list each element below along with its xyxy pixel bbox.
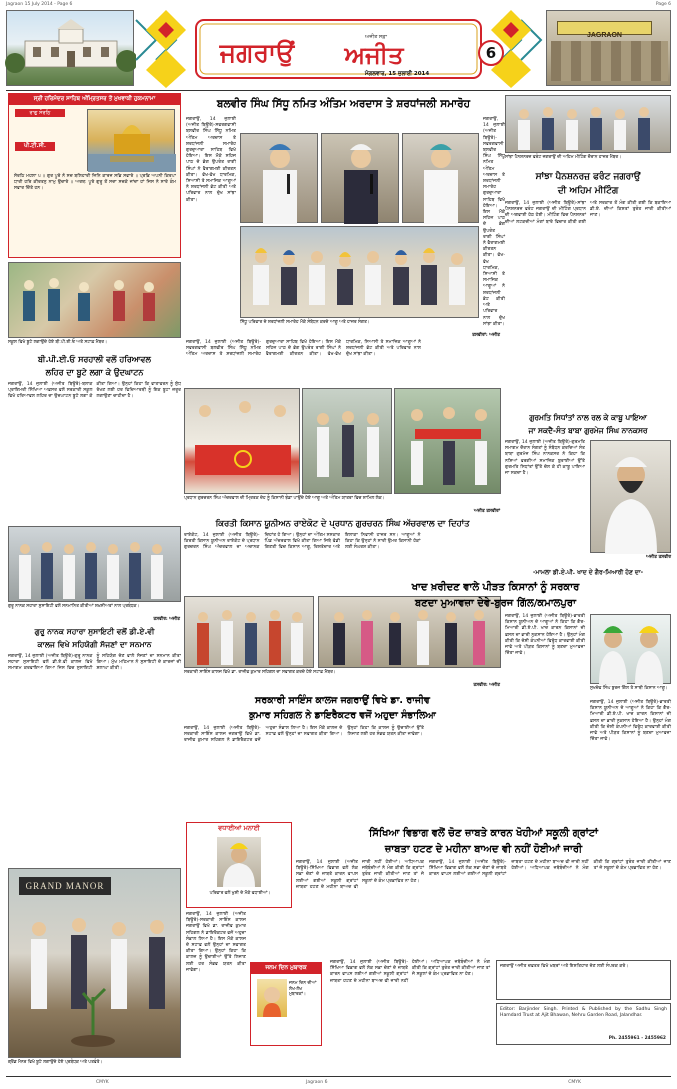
congrats-box	[186, 822, 292, 908]
sidebar-collage-caption: ਸਕੂਲ ਵਿਖੇ ਬੂਟੇ ਲਗਾਉਂਦੇ ਹੋਏ ਬੀ.ਪੀ.ਈ.ਓ ਅਤੇ ਸਟਾਫ਼ ਮੈਂਬਰ।	[8, 340, 107, 345]
page-number-badge	[478, 40, 504, 66]
kisan-leaders-photo	[590, 614, 671, 684]
kisan-body: ਰਾਏਕੋਟ, 14 ਜੁਲਾਈ (ਅਜੀਤ ਬਿਊਰੋ)-ਕਿਰਤੀ ਕਿਸਾਨ ਯੂਨੀਅਨ ਰਾਏਕੋਟ ਦੇ ਪ੍ਰਧਾਨ ਗੁਰਚਰਨ ਸਿੰਘ ਅੱਚਰਵਾਲ ਦਾ ਅਚਾਨਕ ਦਿਹਾਂਤ ਹੋ ਗਿਆ। ਉਨ੍ਹਾਂ ਦਾ ਅੰਤਿਮ ਸਸਕਾਰ ਪਿੰਡ ਅੱਚਰਵਾਲ ਵਿਖੇ ਕੀਤਾ ਗਿਆ ਜਿਥੇ ਵੱਡੀ ਗਿਣਤੀ ਵਿਚ ਕਿਸਾਨ ਆਗੂ, ਰਿਸ਼ਤੇਦਾਰ ਅਤੇ ਇਲਾਕਾ ਨਿਵਾਸੀ ਹਾਜ਼ਰ ਸਨ। ਆਗੂਆਂ ਨੇ ਕਿਹਾ ਕਿ ਉਨ੍ਹਾਂ ਨੇ ਸਾਰੀ ਉਮਰ ਕਿਸਾਨੀ ਹੱਕਾਂ ਲਈ ਸੰਘਰਸ਼ ਕੀਤਾ।	[184, 533, 421, 551]
gurmat-headline-2: ਜਾ ਸਕਦੈ-ਸੰਤ ਬਾਬਾ ਗੁਰਮੇਜ ਸਿੰਘ ਨਾਨਕਸਰ	[528, 426, 648, 435]
fertilizer-body-right: ਜਗਰਾਉਂ, 14 ਜੁਲਾਈ (ਅਜੀਤ ਬਿਊਰੋ)-ਭਾਰਤੀ ਕਿਸਾਨ ਯੂਨੀਅਨ ਦੇ ਆਗੂਆਂ ਨੇ ਕਿਹਾ ਕਿ ਗੈਰ-ਮਿਆਰੀ ਡੀ.ਏ.ਪੀ. ਖਾਦ ਕਾਰਨ ਕਿਸਾਨਾਂ ਦੀ ਫ਼ਸਲ ਦਾ ਭਾਰੀ ਨੁਕਸਾਨ ਹੋਇਆ ਹੈ। ਉਨ੍ਹਾਂ ਮੰਗ ਕੀਤੀ ਕਿ ਦੋਸ਼ੀ ਕੰਪਨੀਆਂ ਵਿਰੁੱਧ ਕਾਰਵਾਈ ਕੀਤੀ ਜਾਵੇ ਅਤੇ ਪੀੜਤ ਕਿਸਾਨਾਂ ਨੂੰ ਬਣਦਾ ਮੁਆਵਜ਼ਾ ਦਿੱਤਾ ਜਾਵੇ।	[590, 700, 671, 743]
group-icon	[9, 527, 182, 603]
tree-planting-icon	[9, 869, 182, 1059]
pensioners-photo	[505, 95, 671, 153]
imprint-text: Editor: Barjinder Singh. Printed & Published by the Sadhu Singh Hamdard Trust at Ajit Bhawan, Nehru Garden Road, Jalandhar.	[500, 1007, 667, 1019]
sant-portrait	[590, 440, 671, 553]
flag-icon	[185, 389, 301, 495]
gurmat-body: ਜਗਰਾਉਂ, 14 ਜੁਲਾਈ (ਅਜੀਤ ਬਿਊਰੋ)-ਗੁਰਮਤਿ ਸਮਾਗਮ ਦੌਰਾਨ ਸੰਗਤਾਂ ਨੂੰ ਸੰਬੋਧਨ ਕਰਦਿਆਂ ਸੰਤ ਬਾਬਾ ਗੁਰਮੇਜ ਸਿੰਘ ਨਾਨਕਸਰ ਨੇ ਕਿਹਾ ਕਿ ਨਸ਼ਿਆਂ ਵਰਗੀਆਂ ਸਮਾਜਿਕ ਬੁਰਾਈਆਂ ਉੱਤੇ ਗੁਰਮਤਿ ਸਿਧਾਂਤਾਂ ਉੱਤੇ ਚੱਲ ਕੇ ਹੀ ਕਾਬੂ ਪਾਇਆ ਜਾ ਸਕਦਾ ਹੈ।	[505, 440, 585, 477]
grand-manor-sign	[19, 877, 111, 895]
pensioners-headline-2: ਦੀ ਅਹਿਮ ਮੀਟਿੰਗ	[557, 186, 619, 196]
hukamnama-box	[8, 93, 181, 258]
funeral-credit: ਅਜੀਤ ਤਸਵੀਰਾਂ	[473, 509, 500, 514]
jagraon-sign-text: JAGRAON	[586, 32, 622, 39]
college-headline-1: ਸਰਕਾਰੀ ਸਾਇੰਸ ਕਾਲਜ ਜਗਰਾਉਂ ਵਿਖੇ ਡਾ. ਰਾਜੀਵ	[255, 695, 430, 706]
education-headline-1: ਸਿੱਖਿਆ ਵਿਭਾਗ ਵਲੋਂ ਚੋਣ ਜ਼ਾਬਤੇ ਕਾਰਨ ਖੋਹੀਆਂ ਸਕੂਲੀ ਗ੍ਰਾਂਟਾਂ	[369, 828, 598, 839]
masthead-city-title: ਜਗਰਾਉਂ	[219, 38, 295, 67]
building-icon	[7, 11, 135, 87]
college-photo-left	[184, 596, 314, 668]
congrats-text: ਪਰਿਵਾਰ ਵਲੋਂ ਖੁਸ਼ੀ ਦੇ ਮੌਕੇ ਵਧਾਈਆਂ।	[209, 891, 271, 896]
top-line-right: Page 6	[655, 2, 671, 7]
footer-center: Jagraon 6	[306, 1080, 328, 1085]
masthead-paper-title: ਅਜੀਤ	[344, 41, 404, 69]
footer-left: CMYK	[96, 1080, 109, 1085]
fertilizer-body-left: ਜਗਰਾਉਂ, 14 ਜੁਲਾਈ (ਅਜੀਤ ਬਿਊਰੋ)-ਭਾਰਤੀ ਕਿਸਾਨ ਯੂਨੀਅਨ ਦੇ ਆਗੂਆਂ ਨੇ ਕਿਹਾ ਕਿ ਗੈਰ-ਮਿਆਰੀ ਡੀ.ਏ.ਪੀ. ਖਾਦ ਕਾਰਨ ਕਿਸਾਨਾਂ ਦੀ ਫ਼ਸਲ ਦਾ ਭਾਰੀ ਨੁਕਸਾਨ ਹੋਇਆ ਹੈ। ਉਨ੍ਹਾਂ ਮੰਗ ਕੀਤੀ ਕਿ ਦੋਸ਼ੀ ਕੰਪਨੀਆਂ ਵਿਰੁੱਧ ਕਾਰਵਾਈ ਕੀਤੀ ਜਾਵੇ ਅਤੇ ਪੀੜਤ ਕਿਸਾਨਾਂ ਨੂੰ ਬਣਦਾ ਮੁਆਵਜ਼ਾ ਦਿੱਤਾ ਜਾਵੇ।	[505, 614, 585, 657]
masthead-left-photo	[6, 10, 134, 86]
main-photo-1	[240, 133, 318, 223]
child-portrait-icon	[257, 979, 287, 1017]
society-headline-1: ਗੁਰੂ ਨਾਨਕ ਸਹਾਰਾ ਸੁਸਾਇਟੀ ਵਲੋਂ ਡੀ.ਏ.ਵੀ	[34, 627, 155, 636]
portrait-icon	[591, 441, 672, 554]
page-number: 6	[485, 44, 497, 62]
society-photo-credit: ਤਸਵੀਰ: ਅਜੀਤ	[153, 617, 180, 622]
hukamnama-title: ਸ੍ਰੀ ਹਰਿਮੰਦਰ ਸਾਹਿਬ ਅੰਮ੍ਰਿਤਸਰ ਤੋਂ ਮੁਖਵਾਕੀ ਹੁਕਮਨਾਮਾ	[9, 94, 180, 105]
top-line-left: Jagraon 15 July 2014 - Page 6	[6, 2, 73, 7]
tree-planting-caption: ਗ੍ਰੈਂਡ ਮੈਨਰ ਵਿਖੇ ਬੂਟੇ ਲਗਾਉਂਦੇ ਹੋਏ ਪ੍ਰਬੰਧਕ ਅਤੇ ਪਤਵੰਤੇ।	[8, 1060, 103, 1065]
society-body: ਜਗਰਾਉਂ, 14 ਜੁਲਾਈ (ਅਜੀਤ ਬਿਊਰੋ)-ਗੁਰੂ ਨਾਨਕ ਸਹਾਰਾ ਸੁਸਾਇਟੀ ਵਲੋਂ ਡੀ.ਏ.ਵੀ ਕਾਲਜ ਵਿਖੇ ਸਮਾਗਮ ਕਰਵਾਇਆ ਗਿਆ ਜਿਸ ਵਿਚ ਸੁਸਾਇਟੀ ਨੂੰ ਸਹਿਯੋਗ ਦੇਣ ਵਾਲੇ ਸੱਜਣਾਂ ਦਾ ਸਨਮਾਨ ਕੀਤਾ ਗਿਆ। ਮੁੱਖ ਮਹਿਮਾਨ ਨੇ ਸੁਸਾਇਟੀ ਦੇ ਕਾਰਜਾਂ ਦੀ ਸ਼ਲਾਘਾ ਕੀਤੀ।	[8, 654, 181, 672]
main-photo-crowd	[240, 226, 479, 318]
pensioners-photo-caption: ਸਾਂਝਾ ਪੈਨਸ਼ਨਰਜ਼ ਫਰੰਟ ਜਗਰਾਉਂ ਦੀ ਅਹਿਮ ਮੀਟਿੰਗ ਦੌਰਾਨ ਹਾਜ਼ਰ ਮੈਂਬਰ।	[505, 155, 622, 160]
funeral-photo-2	[302, 388, 392, 494]
education-headline-2: ਜ਼ਾਬਤਾ ਹਟਣ ਦੇ ਮਹੀਨਾ ਬਾਅਦ ਵੀ ਨਹੀਂ ਹੋਈਆਂ ਜਾਰੀ	[384, 844, 583, 855]
portrait-icon	[217, 837, 261, 887]
fertilizer-kicker: -ਮਾਮਲਾ ਡੀ.ਏ.ਪੀ. ਖਾਦ ਦੇ ਗੈਰ-ਮਿਆਰੀ ਹੋਣ ਦਾ-	[532, 569, 644, 576]
education-body: ਜਗਰਾਉਂ, 14 ਜੁਲਾਈ (ਅਜੀਤ ਬਿਊਰੋ)-ਸਿੱਖਿਆ ਵਿਭਾਗ ਵਲੋਂ ਲੋਕ ਸਭਾ ਚੋਣਾਂ ਦੇ ਜ਼ਾਬਤੇ ਕਾਰਨ ਵਾਪਸ ਲਈਆਂ ਗਈਆਂ ਸਕੂਲੀ ਗ੍ਰਾਂਟਾਂ ਜ਼ਾਬਤਾ ਹਟਣ ਦੇ ਮਹੀਨਾ ਬਾਅਦ ਵੀ ਜਾਰੀ ਨਹੀਂ ਹੋਈਆਂ। ਅਧਿਆਪਕ ਜਥੇਬੰਦੀਆਂ ਨੇ ਮੰਗ ਕੀਤੀ ਕਿ ਗ੍ਰਾਂਟਾਂ ਤੁਰੰਤ ਜਾਰੀ ਕੀਤੀਆਂ ਜਾਣ ਤਾਂ ਜੋ ਸਕੂਲਾਂ ਦੇ ਕੰਮ ਪ੍ਰਭਾਵਿਤ ਨਾ ਹੋਣ।	[429, 860, 671, 878]
education-body-lower: ਜਗਰਾਉਂ, 14 ਜੁਲਾਈ (ਅਜੀਤ ਬਿਊਰੋ)-ਸਿੱਖਿਆ ਵਿਭਾਗ ਵਲੋਂ ਲੋਕ ਸਭਾ ਚੋਣਾਂ ਦੇ ਜ਼ਾਬਤੇ ਕਾਰਨ ਵਾਪਸ ਲਈਆਂ ਗਈਆਂ ਸਕੂਲੀ ਗ੍ਰਾਂਟਾਂ ਜ਼ਾਬਤਾ ਹਟਣ ਦੇ ਮਹੀਨਾ ਬਾਅਦ ਵੀ ਜਾਰੀ ਨਹੀਂ ਹੋਈਆਂ। ਅਧਿਆਪਕ ਜਥੇਬੰਦੀਆਂ ਨੇ ਮੰਗ ਕੀਤੀ ਕਿ ਗ੍ਰਾਂਟਾਂ ਤੁਰੰਤ ਜਾਰੀ ਕੀਤੀਆਂ ਜਾਣ ਤਾਂ ਜੋ ਸਕੂਲਾਂ ਦੇ ਕੰਮ ਪ੍ਰਭਾਵਿਤ ਨਾ ਹੋਣ।	[330, 960, 490, 984]
kisan-headline: ਕਿਰਤੀ ਕਿਸਾਨ ਯੂਨੀਅਨ ਰਾਏਕੋਟ ਦੇ ਪ੍ਰਧਾਨ ਗੁਰਚਰਨ ਸਿੰਘ ਅੱਚਰਵਾਲ ਦਾ ਦਿਹਾਂਤ	[215, 518, 470, 528]
birthday-title: ਜਨਮ ਦਿਨ ਮੁਬਾਰਕ	[251, 963, 321, 974]
footer	[6, 1079, 671, 1087]
tree-story-headline-2: ਲਹਿਰ ਦਾ ਬੂਟੇ ਲਗਾ ਕੇ ਉਦਘਾਟਨ	[45, 368, 144, 377]
funeral-photo-3	[394, 388, 501, 494]
college-body: ਜਗਰਾਉਂ, 14 ਜੁਲਾਈ (ਅਜੀਤ ਬਿਊਰੋ)-ਸਰਕਾਰੀ ਸਾਇੰਸ ਕਾਲਜ ਜਗਰਾਉਂ ਵਿਖੇ ਡਾ. ਰਾਜੀਵ ਕੁਮਾਰ ਸਹਿਗਲ ਨੇ ਡਾਇਰੈਕਟਰ ਵਜੋਂ ਅਹੁਦਾ ਸੰਭਾਲ ਲਿਆ ਹੈ। ਇਸ ਮੌਕੇ ਕਾਲਜ ਦੇ ਸਟਾਫ਼ ਵਲੋਂ ਉਨ੍ਹਾਂ ਦਾ ਸਵਾਗਤ ਕੀਤਾ ਗਿਆ। ਉਨ੍ਹਾਂ ਕਿਹਾ ਕਿ ਕਾਲਜ ਨੂੰ ਉਚਾਈਆਂ ਉੱਤੇ ਲਿਜਾਣ ਲਈ ਹਰ ਸੰਭਵ ਯਤਨ ਕੀਤਾ ਜਾਵੇਗਾ।	[184, 726, 424, 744]
congrats-title: ਵਧਾਈਆਂ ਮਨਾਈ	[218, 824, 260, 832]
hukamnama-label-b: ਪੀ.ਟੀ.ਸੀ.	[15, 142, 55, 151]
portrait-icon	[591, 615, 672, 685]
main-story-col-right: ਜਗਰਾਉਂ, 14 ਜੁਲਾਈ (ਅਜੀਤ ਬਿਊਰੋ)-ਸਵਰਗਵਾਸੀ ਬਲਵੀਰ ਸਿੰਘ ਸਿੱਧੂ ਨਮਿਤ ਅੰਤਿਮ ਅਰਦਾਸ ਤੇ ਸ਼ਰਧਾਂਜਲੀ ਸਮਾਰੋਹ ਗੁਰਦੁਆਰਾ ਸਾਹਿਬ ਵਿਖੇ ਹੋਇਆ। ਇਸ ਮੌਕੇ ਸਹਿਜ ਪਾਠ ਦੇ ਭੋਗ ਉਪਰੰਤ ਰਾਗੀ ਸਿੰਘਾਂ ਨੇ ਵੈਰਾਗਮਈ ਕੀਰਤਨ ਕੀਤਾ। ਵੱਖ-ਵੱਖ ਧਾਰਮਿਕ, ਸਿਆਸੀ ਤੇ ਸਮਾਜਿਕ ਆਗੂਆਂ ਨੇ ਸ਼ਰਧਾਂਜਲੀ ਭੇਟ ਕੀਤੀ ਅਤੇ ਪਰਿਵਾਰ ਨਾਲ ਦੁੱਖ ਸਾਂਝਾ ਕੀਤਾ।	[483, 117, 505, 327]
tree-story-headline-1: ਬੀ.ਪੀ.ਈ.ਓ ਸਰਹਾਲੀ ਵਲੋਂ ਹਰਿਆਵਲ	[38, 355, 151, 364]
jagraon-sign	[557, 21, 652, 39]
hukamnama-label-a: ਰਾਗੁ ਸੋਰਠਿ	[15, 109, 65, 117]
congrats-photo	[217, 837, 261, 887]
notice-box	[496, 960, 671, 1000]
main-story-col-1: ਜਗਰਾਉਂ, 14 ਜੁਲਾਈ (ਅਜੀਤ ਬਿਊਰੋ)-ਸਵਰਗਵਾਸੀ ਬਲਵੀਰ ਸਿੰਘ ਸਿੱਧੂ ਨਮਿਤ ਅੰਤਿਮ ਅਰਦਾਸ ਤੇ ਸ਼ਰਧਾਂਜਲੀ ਸਮਾਰੋਹ ਗੁਰਦੁਆਰਾ ਸਾਹਿਬ ਵਿਖੇ ਹੋਇਆ। ਇਸ ਮੌਕੇ ਸਹਿਜ ਪਾਠ ਦੇ ਭੋਗ ਉਪਰੰਤ ਰਾਗੀ ਸਿੰਘਾਂ ਨੇ ਵੈਰਾਗਮਈ ਕੀਰਤਨ ਕੀਤਾ। ਵੱਖ-ਵੱਖ ਧਾਰਮਿਕ, ਸਿਆਸੀ ਤੇ ਸਮਾਜਿਕ ਆਗੂਆਂ ਨੇ ਸ਼ਰਧਾਂਜਲੀ ਭੇਟ ਕੀਤੀ ਅਤੇ ਪਰਿਵਾਰ ਨਾਲ ਦੁੱਖ ਸਾਂਝਾ ਕੀਤਾ।	[186, 117, 236, 203]
tree-planting-photo	[8, 868, 181, 1058]
procession-icon	[395, 389, 502, 495]
funeral-caption: ਪ੍ਰਧਾਨ ਗੁਰਚਰਨ ਸਿੰਘ ਅੱਚਰਵਾਲ ਦੀ ਮ੍ਰਿਤਕ ਦੇਹ ਨੂੰ ਕਿਸਾਨੀ ਝੰਡਾ ਪਾਉਂਦੇ ਹੋਏ ਆਗੂ ਅਤੇ ਅੰਤਿਮ ਯਾਤਰਾ ਵਿਚ ਸ਼ਾਮਿਲ ਲੋਕ।	[184, 496, 385, 501]
funeral-photo-1	[184, 388, 300, 494]
gurmat-headline-1: ਗੁਰਮਤਿ ਸਿਧਾਂਤਾਂ ਨਾਲ ਰਲ ਕੇ ਕਾਬੂ ਪਾਇਆ	[529, 413, 647, 422]
birthday-text: ਜਨਮ ਦਿਨ ਦੀਆਂ ਲੱਖ-ਲੱਖ ਮੁਬਾਰਕਾਂ।	[289, 981, 317, 998]
main-photo-3	[402, 133, 479, 223]
speaker-icon	[241, 134, 319, 224]
crowd-icon	[303, 389, 393, 495]
masthead-right-photo	[546, 10, 671, 86]
kisan-leaders-caption: ਸੁਖਦੇਵ ਸਿੰਘ ਬੁਰਜ ਗਿੱਲ ਤੇ ਸਾਥੀ ਕਿਸਾਨ ਆਗੂ।	[590, 686, 668, 691]
imprint-phone: Ph. 2455961 - 2455962	[608, 1036, 666, 1041]
tree-story-body: ਜਗਰਾਉਂ, 14 ਜੁਲਾਈ (ਅਜੀਤ ਬਿਊਰੋ)-ਬਲਾਕ ਪ੍ਰਾਇਮਰੀ ਸਿੱਖਿਆ ਅਫ਼ਸਰ ਵਲੋਂ ਸਰਕਾਰੀ ਸਕੂਲ ਵਿਖੇ ਹਰਿਆਵਲ ਲਹਿਰ ਦਾ ਉਦਘਾਟਨ ਬੂਟੇ ਲਗਾ ਕੇ ਕੀਤਾ ਗਿਆ। ਉਨ੍ਹਾਂ ਕਿਹਾ ਕਿ ਵਾਤਾਵਰਨ ਨੂੰ ਸ਼ੁੱਧ ਰੱਖਣ ਲਈ ਹਰ ਵਿਦਿਆਰਥੀ ਨੂੰ ਇਕ ਬੂਟਾ ਜ਼ਰੂਰ ਲਗਾਉਣਾ ਚਾਹੀਦਾ ਹੈ।	[8, 382, 181, 400]
college-headline-2: ਕੁਮਾਰ ਸਹਿਗਲ ਨੇ ਡਾਇਰੈਕਟਰ ਵਜੋਂ ਅਹੁਦਾ ਸੰਭਾਲਿਆ	[249, 710, 436, 721]
meeting-icon	[506, 96, 672, 154]
notice-text: ਜਗਰਾਉਂ ਅਜੀਤ ਦਫ਼ਤਰ ਵਿਖੇ ਖ਼ਬਰਾਂ ਅਤੇ ਇਸ਼ਤਿਹਾਰ ਦੇਣ ਲਈ ਸੰਪਰਕ ਕਰੋ।	[500, 964, 629, 969]
main-photo-2	[321, 133, 399, 223]
pensioners-body: ਜਗਰਾਉਂ, 14 ਜੁਲਾਈ (ਅਜੀਤ ਬਿਊਰੋ)-ਸਾਂਝਾ ਪੈਨਸ਼ਨਰਜ਼ ਫਰੰਟ ਜਗਰਾਉਂ ਦੀ ਮੀਟਿੰਗ ਪ੍ਰਧਾਨ ਦੀ ਅਗਵਾਈ ਹੇਠ ਹੋਈ। ਮੀਟਿੰਗ ਵਿਚ ਪੈਨਸ਼ਨਰਾਂ ਦੀਆਂ ਲਟਕਦੀਆਂ ਮੰਗਾਂ ਬਾਰੇ ਵਿਚਾਰ ਕੀਤੀ ਗਈ ਅਤੇ ਸਰਕਾਰ ਤੋਂ ਮੰਗ ਕੀਤੀ ਗਈ ਕਿ ਬਕਾਇਆ ਡੀ.ਏ. ਦੀਆਂ ਕਿਸ਼ਤਾਂ ਤੁਰੰਤ ਜਾਰੀ ਕੀਤੀਆਂ ਜਾਣ।	[505, 201, 671, 225]
top-line	[6, 2, 671, 10]
college-photo-caption: ਸਰਕਾਰੀ ਸਾਇੰਸ ਕਾਲਜ ਵਿਖੇ ਡਾ. ਰਾਜੀਵ ਕੁਮਾਰ ਸਹਿਗਲ ਦਾ ਸਵਾਗਤ ਕਰਦੇ ਹੋਏ ਸਟਾਫ਼ ਮੈਂਬਰ।	[184, 670, 336, 675]
speaker-icon	[322, 134, 400, 224]
main-photo-caption: ਸਿੱਧੂ ਪਰਿਵਾਰ ਦੇ ਸ਼ਰਧਾਂਜਲੀ ਸਮਾਰੋਹ ਮੌਕੇ ਸੰਬੋਧਨ ਕਰਦੇ ਆਗੂ ਅਤੇ ਹਾਜ਼ਰ ਸੰਗਤ।	[240, 320, 370, 325]
society-photo-caption: ਗੁਰੂ ਨਾਨਕ ਸਹਾਰਾ ਸੁਸਾਇਟੀ ਵਲੋਂ ਸਨਮਾਨਿਤ ਕੀਤੀਆਂ ਸ਼ਖ਼ਸੀਅਤਾਂ ਨਾਲ ਪ੍ਰਬੰਧਕ।	[8, 604, 140, 609]
hukamnama-text: ਸੋਰਠਿ ਮਹਲਾ ੫ ॥ ਗੁਰ ਪੂਰੇ ਨੋ ਸਦ ਬਲਿਹਾਰੀ ਜਿਨਿ ਕਾਰਜ ਸਭਿ ਸਵਾਰੇ ॥ ਪ੍ਰਭਿ ਅਪਨੀ ਕਿਰਪਾ ਧਾਰੀ ਹਰਿ ਕੀਰਤਨੁ ਨਾਮੁ ਉਚਾਰੇ ॥ ਅਰਥ: ਪੂਰੇ ਗੁਰੂ ਤੋਂ ਸਦਾ ਸਦਕੇ ਜਾਂਦਾ ਹਾਂ ਜਿਸ ਨੇ ਸਾਰੇ ਕੰਮ ਸਵਾਰ ਦਿੱਤੇ ਹਨ।	[14, 174, 176, 192]
main-headline: ਬਲਵੀਰ ਸਿੰਘ ਸਿੱਧੂ ਨਮਿਤ ਅੰਤਿਮ ਅਰਦਾਸ ਤੇ ਸ਼ਰਧਾਂਜਲੀ ਸਮਾਰੋਹ	[216, 98, 471, 110]
imprint-box	[496, 1003, 671, 1045]
society-group-photo	[8, 526, 181, 602]
college-photo-credit: ਤਸਵੀਰ: ਅਜੀਤ	[473, 683, 500, 688]
fertilizer-headline-2: ਬਣਦਾ ਮੁਆਵਜ਼ਾ ਦੇਵੇ-ਬੁਰਜ ਗਿੱਲ/ਕਮਾਲਪੁਰਾ	[415, 598, 576, 609]
birthday-box	[250, 962, 322, 1046]
crowd-icon	[9, 263, 182, 339]
speaker-icon	[403, 134, 480, 224]
main-story-bottom: ਜਗਰਾਉਂ, 14 ਜੁਲਾਈ (ਅਜੀਤ ਬਿਊਰੋ)-ਸਵਰਗਵਾਸੀ ਬਲਵੀਰ ਸਿੰਘ ਸਿੱਧੂ ਨਮਿਤ ਅੰਤਿਮ ਅਰਦਾਸ ਤੇ ਸ਼ਰਧਾਂਜਲੀ ਸਮਾਰੋਹ ਗੁਰਦੁਆਰਾ ਸਾਹਿਬ ਵਿਖੇ ਹੋਇਆ। ਇਸ ਮੌਕੇ ਸਹਿਜ ਪਾਠ ਦੇ ਭੋਗ ਉਪਰੰਤ ਰਾਗੀ ਸਿੰਘਾਂ ਨੇ ਵੈਰਾਗਮਈ ਕੀਰਤਨ ਕੀਤਾ। ਵੱਖ-ਵੱਖ ਧਾਰਮਿਕ, ਸਿਆਸੀ ਤੇ ਸਮਾਜਿਕ ਆਗੂਆਂ ਨੇ ਸ਼ਰਧਾਂਜਲੀ ਭੇਟ ਕੀਤੀ ਅਤੇ ਪਰਿਵਾਰ ਨਾਲ ਦੁੱਖ ਸਾਂਝਾ ਕੀਤਾ।	[186, 340, 421, 358]
main-photo-credit: ਤਸਵੀਰਾਂ: ਅਜੀਤ	[472, 333, 500, 338]
grand-manor-sign-text: GRAND MANOR	[25, 881, 105, 891]
fertilizer-headline-1: ਖਾਦ ਖ਼ਰੀਦਣ ਵਾਲੇ ਪੀੜਤ ਕਿਸਾਨਾਂ ਨੂੰ ਸਰਕਾਰ	[411, 582, 580, 593]
pensioners-headline-1: ਸਾਂਝਾ ਪੈਨਸ਼ਨਰਜ਼ ਫਰੰਟ ਜਗਰਾਉਂ	[535, 172, 641, 182]
footer-right: CMYK	[568, 1080, 581, 1085]
masthead-date: ਮੰਗਲਵਾਰ, 15 ਜੁਲਾਈ 2014	[364, 71, 430, 77]
crowd-icon	[241, 227, 480, 319]
golden-temple-icon	[88, 110, 176, 172]
society-headline-2: ਕਾਲਜ ਵਿਖੇ ਸਹਿਯੋਗੀ ਸੱਜਣਾਂ ਦਾ ਸਨਮਾਨ	[37, 640, 152, 649]
group-icon	[185, 597, 315, 669]
masthead-edition-label: ਅਜੀਤ ਸਫ਼ਾ	[365, 34, 387, 40]
birthday-photo	[257, 979, 287, 1017]
education-body-left: ਜਗਰਾਉਂ, 14 ਜੁਲਾਈ (ਅਜੀਤ ਬਿਊਰੋ)-ਸਿੱਖਿਆ ਵਿਭਾਗ ਵਲੋਂ ਲੋਕ ਸਭਾ ਚੋਣਾਂ ਦੇ ਜ਼ਾਬਤੇ ਕਾਰਨ ਵਾਪਸ ਲਈਆਂ ਗਈਆਂ ਸਕੂਲੀ ਗ੍ਰਾਂਟਾਂ ਜ਼ਾਬਤਾ ਹਟਣ ਦੇ ਮਹੀਨਾ ਬਾਅਦ ਵੀ ਜਾਰੀ ਨਹੀਂ ਹੋਈਆਂ। ਅਧਿਆਪਕ ਜਥੇਬੰਦੀਆਂ ਨੇ ਮੰਗ ਕੀਤੀ ਕਿ ਗ੍ਰਾਂਟਾਂ ਤੁਰੰਤ ਜਾਰੀ ਕੀਤੀਆਂ ਜਾਣ ਤਾਂ ਜੋ ਸਕੂਲਾਂ ਦੇ ਕੰਮ ਪ੍ਰਭਾਵਿਤ ਨਾ ਹੋਣ।	[296, 860, 424, 890]
sidebar-photo-collage	[8, 262, 181, 338]
masthead	[6, 10, 671, 88]
golden-temple-photo	[87, 109, 175, 171]
college-body-continued: ਜਗਰਾਉਂ, 14 ਜੁਲਾਈ (ਅਜੀਤ ਬਿਊਰੋ)-ਸਰਕਾਰੀ ਸਾਇੰਸ ਕਾਲਜ ਜਗਰਾਉਂ ਵਿਖੇ ਡਾ. ਰਾਜੀਵ ਕੁਮਾਰ ਸਹਿਗਲ ਨੇ ਡਾਇਰੈਕਟਰ ਵਜੋਂ ਅਹੁਦਾ ਸੰਭਾਲ ਲਿਆ ਹੈ। ਇਸ ਮੌਕੇ ਕਾਲਜ ਦੇ ਸਟਾਫ਼ ਵਲੋਂ ਉਨ੍ਹਾਂ ਦਾ ਸਵਾਗਤ ਕੀਤਾ ਗਿਆ। ਉਨ੍ਹਾਂ ਕਿਹਾ ਕਿ ਕਾਲਜ ਨੂੰ ਉਚਾਈਆਂ ਉੱਤੇ ਲਿਜਾਣ ਲਈ ਹਰ ਸੰਭਵ ਯਤਨ ਕੀਤਾ ਜਾਵੇਗਾ।	[186, 912, 246, 973]
gurmat-credit: ਅਜੀਤ ਤਸਵੀਰ	[646, 555, 671, 560]
